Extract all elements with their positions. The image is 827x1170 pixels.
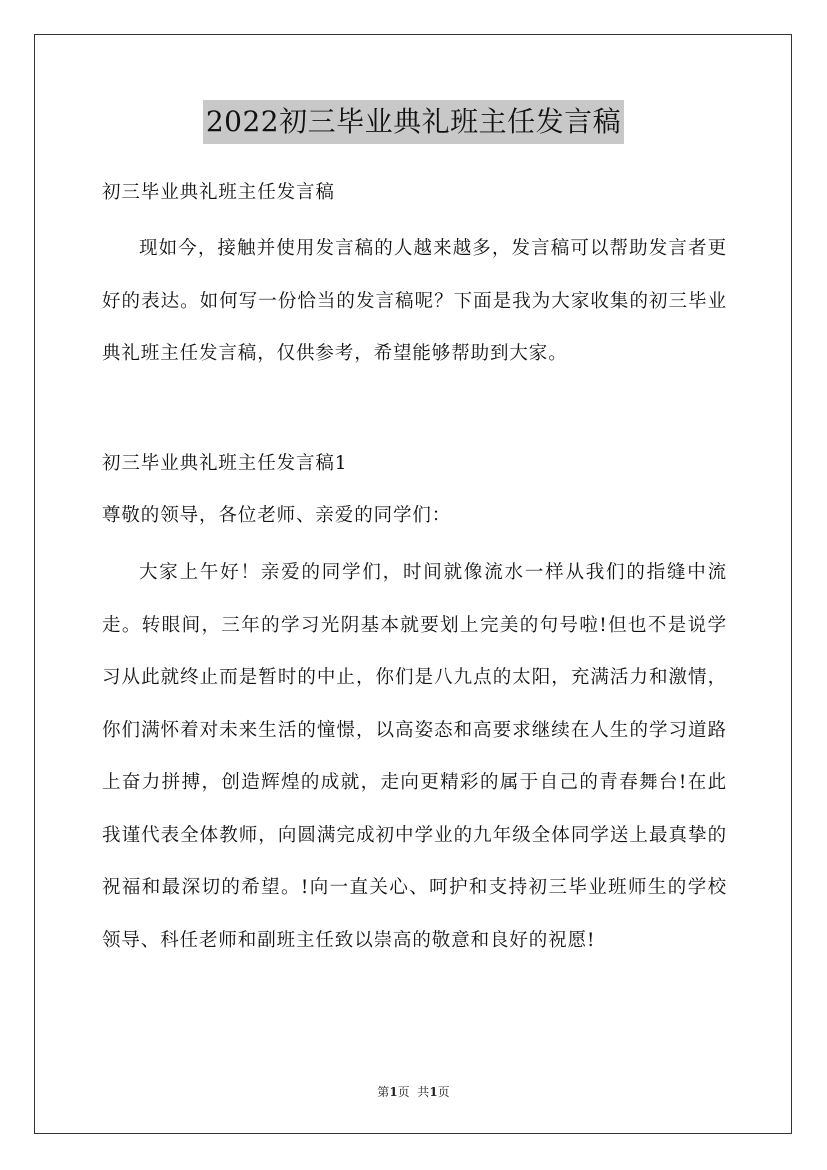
footer-page-total: 1 xyxy=(429,1085,438,1099)
title-container xyxy=(0,100,827,144)
footer-suffix: 页 xyxy=(437,1085,450,1099)
salutation: 尊敬的领导，各位老师、亲爱的同学们： xyxy=(102,505,452,526)
footer-page-current: 1 xyxy=(389,1085,398,1099)
footer-mid: 页 共 xyxy=(397,1085,430,1099)
document-title: 2022初三毕业典礼班主任发言稿 xyxy=(203,100,624,144)
body-paragraph: 大家上午好！亲爱的同学们，时间就像流水一样从我们的指缝中流走。转眼间，三年的学习光阴基本就要划上完美的句号啦!但也不是说学习从此就终止而是暂时的中止，你们是八九点的太阳，充满活力和激情，你们满怀着对未来生活的憧憬，以高姿态和高要求继续在人生的学习道路上奋力拼搏，创造辉煌的成就，走向更精彩的属于自己的青春舞台!在此我谨代表全体教师，向圆满完成初中学业的九年级全体同学送上最真挚的祝福和最深切的希望。!向一直关心、呵护和支持初三毕业班师生的学校领导、科任老师和副班主任致以崇高的敬意和良好的祝愿! xyxy=(102,562,727,951)
footer-prefix: 第 xyxy=(377,1085,390,1099)
section-heading: 初三毕业典礼班主任发言稿1 xyxy=(102,453,348,474)
page-footer xyxy=(0,1083,827,1100)
intro-paragraph: 现如今，接触并使用发言稿的人越来越多，发言稿可以帮助发言者更好的表达。如何写一份恰当的发言稿呢？下面是我为大家收集的初三毕业典礼班主任发言稿，仅供参考，希望能够帮助到大家。 xyxy=(102,238,727,364)
subtitle: 初三毕业典礼班主任发言稿 xyxy=(102,182,335,203)
